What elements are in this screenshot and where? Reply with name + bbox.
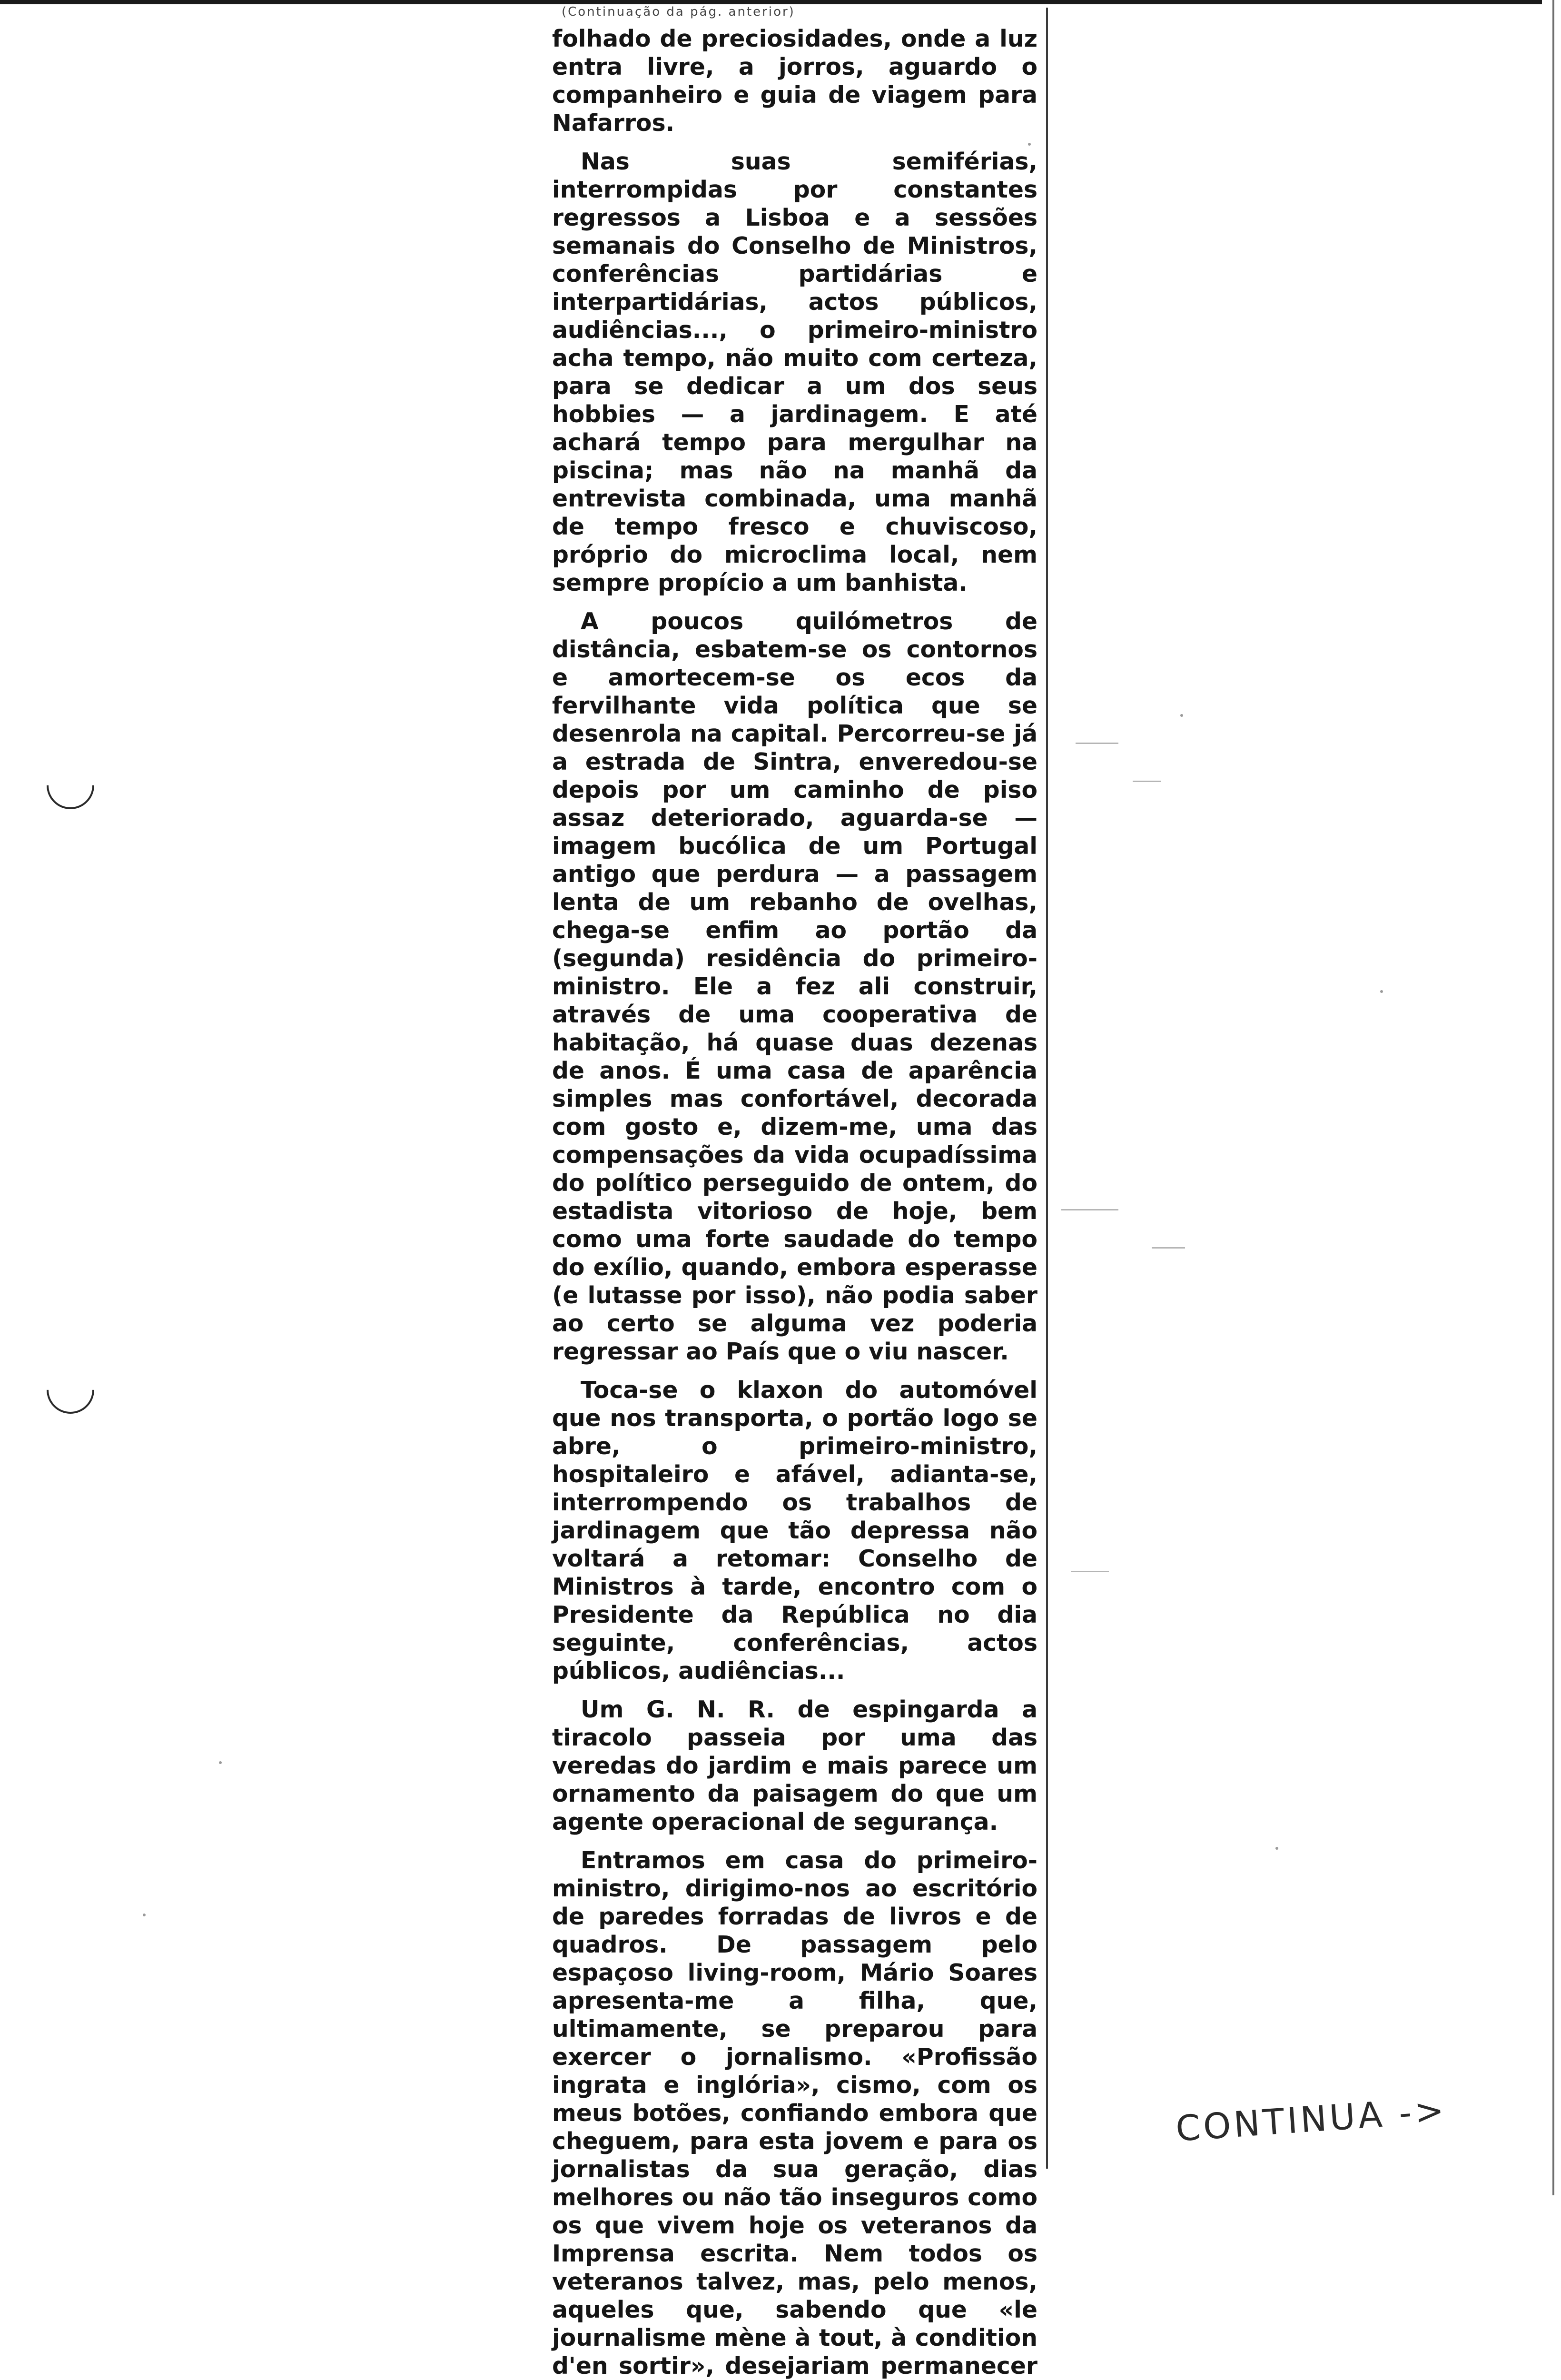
article-paragraph-3: A poucos quilómetros de distância, esbatem-se os contornos e amortecem-se os ecos da fervilhante vida política que se desenrola na capital. Percorreu-se já a estrada de Sintra, enveredou-se depois por um caminho de piso assaz deteriorado, aguarda-se — imagem bucólica de um Portugal antigo que perdura — a passagem lenta de um rebanho de ovelhas, chega-se enfim ao portão da (segunda) residência do primeiro-ministro. Ele a fez ali construir, através de uma cooperativa de habitação, há quase duas dezenas de anos. É uma casa de aparência simples mas confortável, decorada com gosto e, dizem-me, uma das compensações da vida ocupadíssima do político perseguido de ontem, do estadista vitorioso de hoje, bem como uma forte saudade do tempo do exílio, quando, embora esperasse (e lutasse por isso), não podia saber ao certo se alguma vez poderia regressar ao País que o viu nascer. <box>552 608 1037 1365</box>
article-column <box>552 25 1037 2380</box>
article-paragraph-5: Um G. N. R. de espingarda a tiracolo passeia por uma das veredas do jardim e mais parece um ornamento da paisagem do que um agente operacional de segurança. <box>552 1696 1037 1835</box>
article-paragraph-2: Nas suas semiférias, interrompidas por constantes regressos a Lisboa e a sessões semanais do Conselho de Ministros, conferências partidárias e interpartidárias, actos públicos, audiências..., o primeiro-ministro acha tempo, não muito com certeza, para se dedicar a um dos seus hobbies — a jardinagem. E até achará tempo para mergulhar na piscina; mas não na manhã da entrevista combinada, uma manhã de tempo fresco e chuviscoso, próprio do microclima local, nem sempre propício a um banhista. <box>552 148 1037 596</box>
scan-speck <box>143 1914 146 1916</box>
scan-noise <box>1133 781 1161 782</box>
page-right-border <box>1552 0 1554 2195</box>
column-cut-edge <box>1046 8 1048 2169</box>
punch-hole-mark-icon <box>37 752 104 819</box>
article-paragraph-1: folhado de preciosidades, onde a luz entra livre, a jorros, aguardo o companheiro e guia de viagem para Nafarros. <box>552 25 1037 137</box>
scan-speck <box>1028 143 1031 146</box>
scan-speck <box>1380 990 1383 993</box>
scan-noise <box>1071 1571 1109 1572</box>
handwritten-continua-note: CONTINUA -> <box>1174 2090 1448 2150</box>
article-paragraph-4: Toca-se o klaxon do automóvel que nos transporta, o portão logo se abre, o primeiro-ministro, hospitaleiro e afável, adianta-se, interrompendo os trabalhos de jardinagem que tão depressa não voltará a retomar: Conselho de Ministros à tarde, encontro com o Presidente da República no dia seguinte, conferências, actos públicos, audiências... <box>552 1377 1037 1685</box>
scan-speck <box>219 1761 222 1764</box>
scan-noise <box>1152 1247 1185 1249</box>
scan-speck <box>1275 1847 1278 1850</box>
scan-noise <box>1061 1209 1118 1210</box>
continuation-header: (Continuação da pág. anterior) <box>562 5 795 19</box>
scan-speck <box>1180 714 1183 717</box>
article-paragraph-6: Entramos em casa do primeiro-ministro, dirigimo-nos ao escritório de paredes forradas de livros e de quadros. De passagem pelo espaçoso living-room, Mário Soares apresenta-me a filha, que, ultimamente, se preparou para exercer o jornalismo. «Profissão ingrata e inglória», cismo, com os meus botões, confiando embora que cheguem, para esta jovem e para os jornalistas da sua geração, dias melhores ou não tão inseguros como os que vivem hoje os veteranos da Imprensa escrita. Nem todos os veteranos talvez, mas, pelo menos, aqueles que, sabendo que «le journalisme mène à tout, à condition d'en sortir», desejariam permanecer <box>552 1847 1037 2380</box>
scan-noise <box>1076 743 1118 744</box>
punch-hole-mark-icon <box>37 1356 104 1423</box>
